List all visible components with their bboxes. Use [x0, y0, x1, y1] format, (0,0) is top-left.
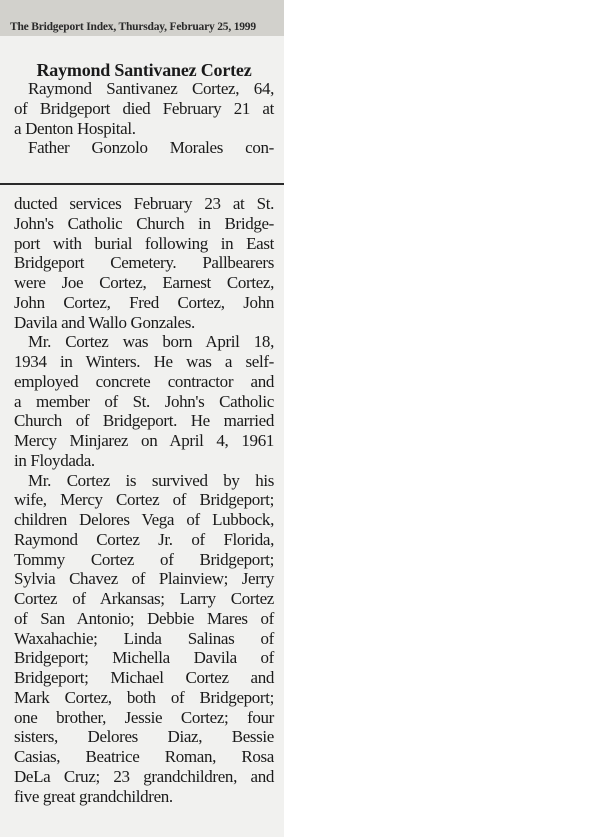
text-line: Raymond Cortez Jr. of Florida, — [14, 529, 274, 549]
text-line: were Joe Cortez, Earnest Cortez, — [14, 273, 274, 292]
text-line: five great grandchildren. — [14, 786, 173, 806]
text-line: Sylvia Chavez of Plainview; Jerry — [14, 569, 274, 589]
text-line: Mr. Cortez is survived by his — [28, 470, 274, 490]
text-line: Davila and Wallo Gonzales. — [14, 312, 195, 332]
text-line: Bridgeport; Michella Davila of — [14, 648, 274, 668]
obituary-headline: Raymond Santivanez Cortez — [36, 60, 252, 80]
text-line: Father Gonzolo Morales con- — [28, 138, 274, 158]
text-line: Tommy Cortez of Bridgeport; — [14, 549, 274, 569]
masthead-band — [0, 0, 284, 36]
text-line: of San Antonio; Debbie Mares of — [14, 608, 274, 628]
text-line: Bridgeport Cemetery. Pallbearers — [14, 253, 274, 273]
text-line: DeLa Cruz; 23 grandchildren, and — [14, 766, 274, 786]
newspaper-clipping — [0, 0, 284, 837]
text-line: in Floydada. — [14, 450, 95, 470]
text-line: John Cortez, Fred Cortez, John — [14, 292, 274, 312]
text-line: Cortez of Arkansas; Larry Cortez — [14, 589, 274, 608]
masthead-text: The Bridgeport Index, Thursday, February 25, 1999 — [10, 21, 256, 33]
text-line: wife, Mercy Cortez of Bridgeport; — [14, 490, 274, 510]
text-line: a member of St. John's Catholic — [14, 391, 274, 411]
text-line: sisters, Delores Diaz, Bessie — [14, 727, 274, 747]
text-line: employed concrete contractor and — [14, 371, 274, 391]
column-break-rule — [0, 183, 284, 185]
text-line: Church of Bridgeport. He married — [14, 411, 274, 431]
text-line: of Bridgeport died February 21 at — [14, 98, 274, 118]
obituary-column-bottom — [14, 194, 274, 806]
obituary-column-top — [14, 79, 274, 158]
text-line: Waxahachie; Linda Salinas of — [14, 628, 274, 648]
text-line: Bridgeport; Michael Cortez and — [14, 668, 274, 687]
text-line: a Denton Hospital. — [14, 118, 136, 138]
text-line: one brother, Jessie Cortez; four — [14, 707, 274, 727]
text-line: ducted services February 23 at St. — [14, 194, 274, 213]
text-line: children Delores Vega of Lubbock, — [14, 510, 274, 529]
text-line: Mr. Cortez was born April 18, — [28, 332, 274, 352]
text-line: Mark Cortez, both of Bridgeport; — [14, 687, 274, 707]
text-line: Mercy Minjarez on April 4, 1961 — [14, 431, 274, 450]
text-line: Raymond Santivanez Cortez, 64, — [28, 79, 274, 98]
text-line: port with burial following in East — [14, 233, 274, 253]
text-line: 1934 in Winters. He was a self- — [14, 352, 274, 371]
text-line: Casias, Beatrice Roman, Rosa — [14, 747, 274, 766]
text-line: John's Catholic Church in Bridge- — [14, 213, 274, 233]
